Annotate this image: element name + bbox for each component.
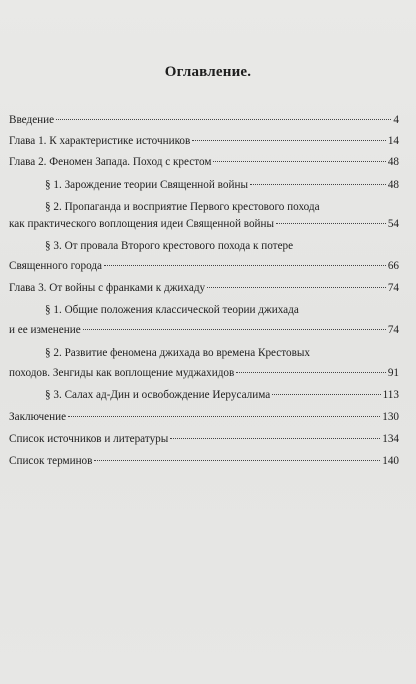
dot-leader [68,416,380,417]
toc-entry-title-line-1: § 3. От провала Второго крестового похода к потере [45,240,294,252]
dot-leader [94,460,380,461]
toc-entry-bibliography [9,433,399,445]
toc-page-number: 140 [382,455,399,467]
toc-page-number: 48 [387,179,399,191]
toc-entry-chapter-2 [9,156,399,168]
toc-page-number: 74 [387,282,399,294]
toc-page-number: 130 [382,411,399,423]
toc-page-number: 66 [387,260,399,272]
toc-entry-chapter-3 [9,282,399,294]
toc-entry-title-line-1: § 1. Общие положения классической теории джихада [45,304,299,316]
toc-entry-section-2-1 [9,179,399,191]
toc-entry-section-3-1 [9,304,399,336]
dot-leader [250,184,386,185]
toc-entry-title-line-2: Священного города [9,260,103,272]
toc-entry-title-line-2: походов. Зенгиды как воплощение муджахидов [9,367,235,379]
toc-entry-section-3-2 [9,347,399,379]
dot-leader [213,161,385,162]
dot-leader [192,140,385,141]
toc-entry-title-line-2: и ее изменение [9,324,81,336]
toc-entry-title: Глава 3. От войны с франками к джихаду [9,282,206,294]
table-of-contents [9,114,399,467]
dot-leader [170,438,380,439]
dot-leader [276,223,386,224]
toc-page-number: 14 [387,135,399,147]
toc-entry-title: Глава 1. К характеристике источников [9,135,191,147]
toc-page-number: 48 [387,156,399,168]
toc-entry-title: Заключение [9,411,67,423]
toc-entry-title-line-1: § 2. Пропаганда и восприятие Первого крестового похода [45,201,320,213]
toc-page-number: 134 [382,433,399,445]
toc-entry-title-line-1: § 2. Развитие феномена джихада во времена Крестовых [45,347,310,359]
toc-page-number: 4 [393,114,399,126]
toc-entry-title: § 1. Зарождение теории Священной войны [45,179,248,191]
toc-entry-conclusion [9,411,399,423]
toc-entry-title: Список источников и литературы [9,433,169,445]
toc-entry-title: Глава 2. Феномен Запада. Поход с крестом [9,156,212,168]
toc-entry-title: Введение [9,114,55,126]
toc-entry-title-line-2: как практического воплощения идеи Священной войны [9,218,275,230]
toc-entry-section-2-2 [9,201,399,230]
dot-leader [56,119,391,120]
dot-leader [104,265,386,266]
toc-page-number: 91 [387,367,399,379]
dot-leader [272,394,380,395]
toc-entry-title: § 3. Салах ад-Дин и освобождение Иерусалима [45,389,271,401]
dot-leader [83,329,386,330]
toc-page-number: 113 [382,389,399,401]
toc-page-number: 54 [387,218,399,230]
toc-entry-section-2-3 [9,240,399,272]
page-title: Оглавление. [164,64,252,80]
toc-entry-title: Список терминов [9,455,93,467]
toc-entry-chapter-1 [9,135,399,147]
toc-entry-section-3-3 [9,389,399,401]
dot-leader [236,372,386,373]
toc-page-number: 74 [387,324,399,336]
dot-leader [207,287,386,288]
toc-entry-intro [9,114,399,126]
toc-entry-glossary [9,455,399,467]
